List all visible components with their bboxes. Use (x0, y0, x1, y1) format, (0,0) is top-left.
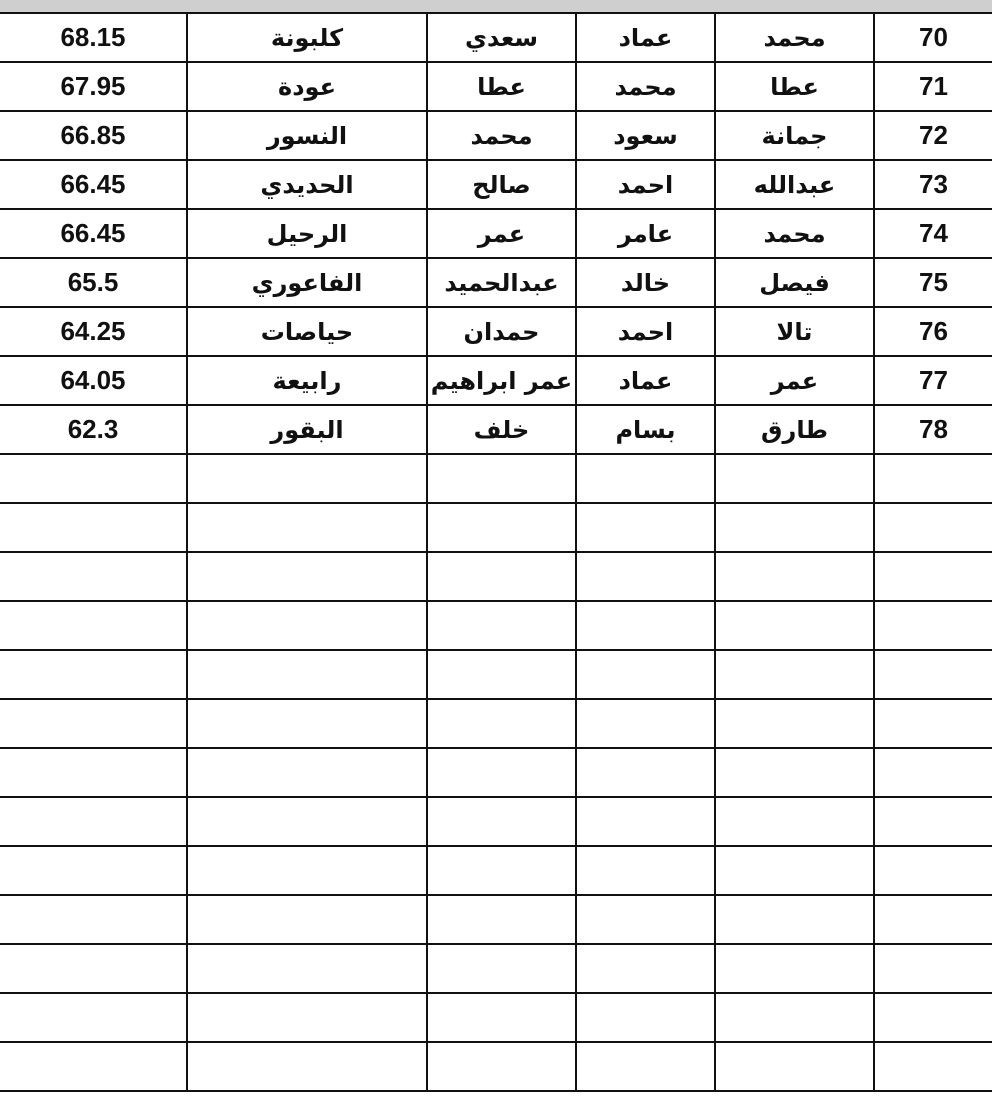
empty-table-row (0, 944, 992, 993)
empty-table-row (0, 601, 992, 650)
score-cell[interactable]: 66.85 (0, 111, 187, 160)
empty-cell[interactable] (427, 454, 576, 503)
empty-cell[interactable] (427, 944, 576, 993)
empty-cell[interactable] (427, 601, 576, 650)
father-name-cell[interactable]: عماد (576, 356, 715, 405)
first-name-cell[interactable]: محمد (715, 14, 874, 62)
empty-cell[interactable] (187, 1042, 427, 1091)
empty-cell[interactable] (0, 699, 187, 748)
empty-cell[interactable] (576, 993, 715, 1042)
empty-cell[interactable] (576, 895, 715, 944)
grandfather-name-cell[interactable]: خلف (427, 405, 576, 454)
empty-cell[interactable] (874, 846, 992, 895)
empty-table-row (0, 552, 992, 601)
row-number-cell[interactable]: 76 (874, 307, 992, 356)
empty-table-row (0, 748, 992, 797)
empty-cell[interactable] (874, 601, 992, 650)
empty-cell[interactable] (715, 1042, 874, 1091)
father-name-cell[interactable]: محمد (576, 62, 715, 111)
empty-cell[interactable] (874, 895, 992, 944)
last-name-cell[interactable]: الفاعوري (187, 258, 427, 307)
grandfather-name-cell[interactable]: عمر (427, 209, 576, 258)
empty-cell[interactable] (715, 797, 874, 846)
empty-cell[interactable] (0, 846, 187, 895)
first-name-cell[interactable]: عمر (715, 356, 874, 405)
empty-table-row (0, 454, 992, 503)
table-row (0, 356, 992, 405)
score-cell[interactable]: 66.45 (0, 209, 187, 258)
empty-cell[interactable] (874, 1042, 992, 1091)
empty-table-row (0, 993, 992, 1042)
empty-table-row (0, 650, 992, 699)
empty-cell[interactable] (576, 846, 715, 895)
row-number-cell[interactable]: 75 (874, 258, 992, 307)
father-name-cell[interactable]: عامر (576, 209, 715, 258)
first-name-cell[interactable]: طارق (715, 405, 874, 454)
empty-cell[interactable] (187, 699, 427, 748)
empty-cell[interactable] (715, 944, 874, 993)
empty-cell[interactable] (874, 748, 992, 797)
last-name-cell[interactable]: الرحيل (187, 209, 427, 258)
empty-cell[interactable] (427, 503, 576, 552)
score-cell[interactable]: 62.3 (0, 405, 187, 454)
father-name-cell[interactable]: سعود (576, 111, 715, 160)
empty-cell[interactable] (427, 895, 576, 944)
empty-cell[interactable] (874, 503, 992, 552)
empty-cell[interactable] (0, 797, 187, 846)
empty-cell[interactable] (874, 699, 992, 748)
grandfather-name-cell[interactable]: عمر ابراهيم (427, 356, 576, 405)
row-number-cell[interactable]: 73 (874, 160, 992, 209)
row-number-cell[interactable]: 70 (874, 14, 992, 62)
table-row (0, 14, 992, 62)
father-name-cell[interactable]: احمد (576, 307, 715, 356)
last-name-cell[interactable]: البقور (187, 405, 427, 454)
empty-cell[interactable] (427, 650, 576, 699)
first-name-cell[interactable]: فيصل (715, 258, 874, 307)
grandfather-name-cell[interactable]: سعدي (427, 14, 576, 62)
empty-cell[interactable] (187, 944, 427, 993)
row-number-cell[interactable]: 74 (874, 209, 992, 258)
empty-cell[interactable] (874, 993, 992, 1042)
results-table-body (0, 14, 992, 1091)
empty-cell[interactable] (874, 454, 992, 503)
empty-cell[interactable] (576, 601, 715, 650)
empty-cell[interactable] (576, 944, 715, 993)
empty-table-row (0, 699, 992, 748)
table-row (0, 111, 992, 160)
empty-cell[interactable] (715, 993, 874, 1042)
score-cell[interactable]: 68.15 (0, 14, 187, 62)
row-number-cell[interactable]: 71 (874, 62, 992, 111)
empty-cell[interactable] (0, 454, 187, 503)
empty-cell[interactable] (715, 650, 874, 699)
grandfather-name-cell[interactable]: عطا (427, 62, 576, 111)
score-cell[interactable]: 64.05 (0, 356, 187, 405)
empty-cell[interactable] (715, 699, 874, 748)
empty-cell[interactable] (187, 993, 427, 1042)
score-cell[interactable]: 64.25 (0, 307, 187, 356)
empty-cell[interactable] (576, 797, 715, 846)
last-name-cell[interactable]: عودة (187, 62, 427, 111)
first-name-cell[interactable]: عبدالله (715, 160, 874, 209)
empty-cell[interactable] (427, 1042, 576, 1091)
row-number-cell[interactable]: 78 (874, 405, 992, 454)
empty-cell[interactable] (0, 1042, 187, 1091)
empty-cell[interactable] (187, 650, 427, 699)
empty-cell[interactable] (874, 552, 992, 601)
empty-cell[interactable] (715, 748, 874, 797)
table-row (0, 62, 992, 111)
empty-cell[interactable] (0, 503, 187, 552)
results-table (0, 14, 992, 1092)
last-name-cell[interactable]: كلبونة (187, 14, 427, 62)
empty-cell[interactable] (0, 993, 187, 1042)
last-name-cell[interactable]: النسور (187, 111, 427, 160)
grandfather-name-cell[interactable]: صالح (427, 160, 576, 209)
empty-cell[interactable] (427, 699, 576, 748)
empty-cell[interactable] (576, 503, 715, 552)
empty-cell[interactable] (874, 650, 992, 699)
empty-cell[interactable] (576, 1042, 715, 1091)
score-cell[interactable]: 66.45 (0, 160, 187, 209)
grandfather-name-cell[interactable]: عبدالحميد (427, 258, 576, 307)
score-cell[interactable]: 65.5 (0, 258, 187, 307)
table-row (0, 405, 992, 454)
table-row (0, 160, 992, 209)
empty-cell[interactable] (427, 846, 576, 895)
last-name-cell[interactable]: الحديدي (187, 160, 427, 209)
empty-cell[interactable] (576, 454, 715, 503)
empty-cell[interactable] (427, 748, 576, 797)
table-row (0, 209, 992, 258)
empty-cell[interactable] (0, 895, 187, 944)
row-number-cell[interactable]: 72 (874, 111, 992, 160)
empty-cell[interactable] (427, 552, 576, 601)
father-name-cell[interactable]: بسام (576, 405, 715, 454)
empty-table-row (0, 1042, 992, 1091)
empty-cell[interactable] (0, 748, 187, 797)
empty-cell[interactable] (576, 552, 715, 601)
empty-cell[interactable] (576, 699, 715, 748)
father-name-cell[interactable]: عماد (576, 14, 715, 62)
empty-cell[interactable] (874, 944, 992, 993)
empty-cell[interactable] (576, 650, 715, 699)
empty-cell[interactable] (576, 748, 715, 797)
empty-cell[interactable] (187, 552, 427, 601)
score-cell[interactable]: 67.95 (0, 62, 187, 111)
empty-cell[interactable] (0, 552, 187, 601)
empty-cell[interactable] (187, 454, 427, 503)
empty-cell[interactable] (715, 895, 874, 944)
empty-table-row (0, 503, 992, 552)
empty-cell[interactable] (715, 454, 874, 503)
empty-cell[interactable] (427, 797, 576, 846)
empty-cell[interactable] (187, 503, 427, 552)
table-row (0, 307, 992, 356)
row-number-cell[interactable]: 77 (874, 356, 992, 405)
empty-cell[interactable] (187, 748, 427, 797)
father-name-cell[interactable]: خالد (576, 258, 715, 307)
empty-cell[interactable] (187, 601, 427, 650)
empty-cell[interactable] (874, 797, 992, 846)
empty-table-row (0, 846, 992, 895)
empty-cell[interactable] (427, 993, 576, 1042)
empty-cell[interactable] (0, 944, 187, 993)
last-name-cell[interactable]: رابيعة (187, 356, 427, 405)
empty-cell[interactable] (187, 797, 427, 846)
first-name-cell[interactable]: جمانة (715, 111, 874, 160)
empty-cell[interactable] (715, 601, 874, 650)
empty-cell[interactable] (187, 846, 427, 895)
empty-cell[interactable] (187, 895, 427, 944)
first-name-cell[interactable]: محمد (715, 209, 874, 258)
empty-table-row (0, 797, 992, 846)
table-row (0, 258, 992, 307)
empty-cell[interactable] (0, 650, 187, 699)
empty-cell[interactable] (715, 552, 874, 601)
first-name-cell[interactable]: تالا (715, 307, 874, 356)
first-name-cell[interactable]: عطا (715, 62, 874, 111)
header-strip (0, 0, 992, 14)
empty-cell[interactable] (715, 503, 874, 552)
last-name-cell[interactable]: حياصات (187, 307, 427, 356)
empty-cell[interactable] (0, 601, 187, 650)
grandfather-name-cell[interactable]: محمد (427, 111, 576, 160)
empty-cell[interactable] (715, 846, 874, 895)
grandfather-name-cell[interactable]: حمدان (427, 307, 576, 356)
father-name-cell[interactable]: احمد (576, 160, 715, 209)
empty-table-row (0, 895, 992, 944)
